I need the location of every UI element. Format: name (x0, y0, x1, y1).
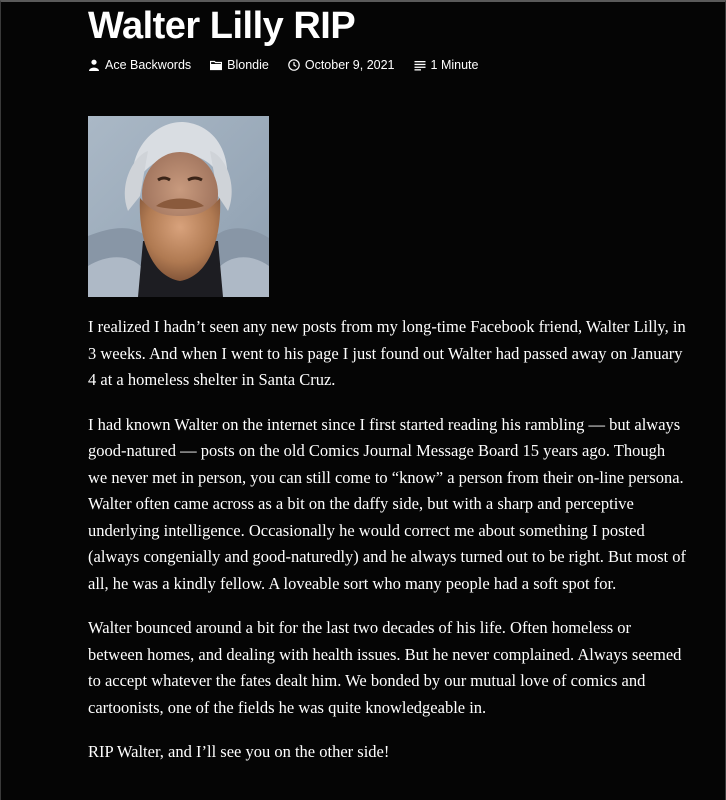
meta-read-time (414, 58, 479, 72)
author-link[interactable]: Ace Backwords (105, 58, 192, 72)
clock-icon (288, 59, 300, 71)
paragraph: I had known Walter on the internet since I first started reading his rambling — but always good-natured — posts on the old Comics Journal Message Board 15 years ago. Though we never met in person, you can still come to “know” a person from their on-line persona. Walter often came across as a bit on the daffy side, but with a sharp and perceptive underlying intelligence. Occasionally he would correct me about something I posted (always congenially and good-naturedly) and he always turned out to be right. But most of all, he was a kindly fellow. A loveable sort who many people had a soft spot for. (88, 414, 686, 593)
portrait-image (88, 116, 269, 297)
meta-date[interactable] (288, 58, 395, 72)
date-link[interactable]: October 9, 2021 (304, 58, 395, 72)
category-link[interactable]: Blondie (227, 58, 269, 72)
meta-category[interactable] (210, 58, 269, 72)
paragraph: RIP Walter, and I’ll see you on the other side! (88, 742, 390, 761)
person-icon (88, 59, 100, 71)
text-lines-icon (414, 59, 426, 71)
paragraph: Walter bounced around a bit for the last two decades of his life. Often homeless or between homes, and dealing with health issues. But he never complained. Always seemed to accept whatever the fates dealt him. We bonded by our mutual love of comics and cartoonists, one of the fields he was quite knowledgeable in. (88, 618, 682, 717)
folder-icon (210, 59, 222, 71)
read-time-text: 1 Minute (430, 58, 479, 72)
post-photo (88, 116, 269, 297)
post-meta (88, 58, 497, 72)
post-title[interactable]: Walter Lilly RIP (88, 5, 356, 47)
post-content (88, 314, 688, 784)
paragraph: I realized I hadn’t seen any new posts from my long-time Facebook friend, Walter Lilly, in 3 weeks. And when I went to his page I just found out Walter had passed away on January 4 at a homeless shelter in Santa Cruz. (88, 317, 686, 389)
meta-author[interactable] (88, 58, 191, 72)
